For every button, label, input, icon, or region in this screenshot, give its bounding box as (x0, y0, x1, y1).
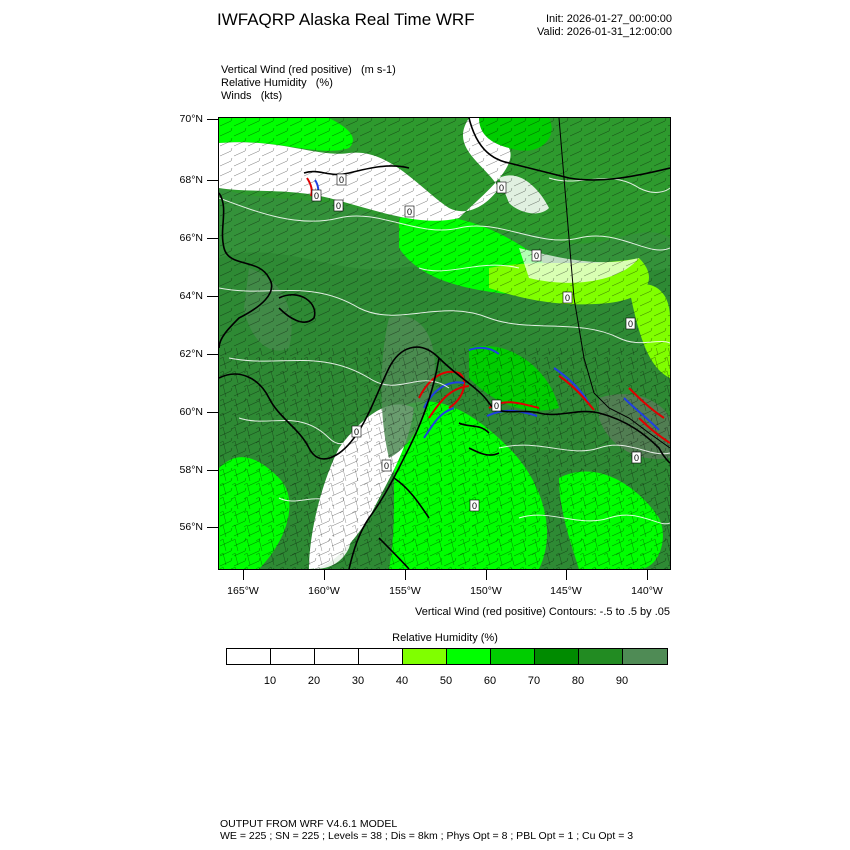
lat-label-56: 56°N (179, 521, 203, 533)
colorbar-swatch (403, 649, 447, 664)
colorbar-title: Relative Humidity (%) (392, 632, 498, 644)
lat-label-68: 68°N (179, 174, 203, 186)
lat-label-70: 70°N (179, 113, 203, 125)
contour-label: 0 (354, 427, 360, 437)
contour-label: 0 (499, 183, 505, 193)
lon-label-140: 140°W (631, 585, 663, 597)
lat-tick (207, 470, 218, 471)
colorbar-tick-label: 80 (571, 675, 585, 687)
field-vertical-wind: Vertical Wind (red positive) (m s-1) (221, 64, 396, 76)
lat-tick (207, 527, 218, 528)
lon-tick (243, 570, 244, 580)
colorbar-tick-label: 70 (527, 675, 541, 687)
colorbar-tick-label: 20 (307, 675, 321, 687)
lon-label-145: 145°W (550, 585, 582, 597)
contour-label: 0 (339, 175, 345, 185)
lat-tick (207, 296, 218, 297)
colorbar-tick-label: 40 (395, 675, 409, 687)
colorbar-tick-label: 90 (615, 675, 629, 687)
lon-tick (324, 570, 325, 580)
contour-label: 0 (628, 319, 634, 329)
contour-label: 0 (407, 207, 413, 217)
contour-note: Vertical Wind (red positive) Contours: -.5 to .5 by .05 (415, 606, 670, 618)
lon-tick (647, 570, 648, 580)
lat-label-62: 62°N (179, 348, 203, 360)
map-panel (218, 117, 671, 570)
valid-time: Valid: 2026-01-31_12:00:00 (537, 26, 672, 38)
colorbar-swatch (359, 649, 403, 664)
lat-tick (207, 238, 218, 239)
colorbar-swatch (491, 649, 535, 664)
colorbar-swatch (447, 649, 491, 664)
contour-label: 0 (336, 201, 342, 211)
lat-label-60: 60°N (179, 406, 203, 418)
colorbar-swatch (227, 649, 271, 664)
contour-label: 0 (634, 453, 640, 463)
plot-title: IWFAQRP Alaska Real Time WRF (217, 10, 475, 29)
field-list (221, 64, 396, 103)
rh-colorbar (226, 648, 668, 665)
lat-label-64: 64°N (179, 290, 203, 302)
time-info (537, 13, 672, 39)
model-config: WE = 225 ; SN = 225 ; Levels = 38 ; Dis = 8km ; Phys Opt = 8 ; PBL Opt = 1 ; Cu Opt = 3 (220, 830, 634, 842)
field-winds: Winds (kts) (221, 90, 283, 102)
lon-tick (566, 570, 567, 580)
colorbar-swatch (535, 649, 579, 664)
colorbar-swatch (315, 649, 359, 664)
colorbar-swatch (623, 649, 667, 664)
contour-label: 0 (565, 293, 571, 303)
field-relative-humidity: Relative Humidity (%) (221, 77, 333, 89)
colorbar-tick-label: 60 (483, 675, 497, 687)
contour-label: 0 (472, 501, 478, 511)
init-time: Init: 2026-01-27_00:00:00 (546, 13, 672, 25)
lon-tick (486, 570, 487, 580)
colorbar-swatch (271, 649, 315, 664)
colorbar-swatch (579, 649, 623, 664)
lat-tick (207, 119, 218, 120)
wind-barbs-south (219, 348, 670, 569)
colorbar-tick-label: 10 (263, 675, 277, 687)
lat-tick (207, 180, 218, 181)
colorbar-tick-label: 30 (351, 675, 365, 687)
contour-label: 0 (314, 191, 320, 201)
lon-label-165: 165°W (227, 585, 259, 597)
lat-label-66: 66°N (179, 232, 203, 244)
contour-label: 0 (384, 461, 390, 471)
lat-tick (207, 354, 218, 355)
lon-label-155: 155°W (389, 585, 421, 597)
lon-tick (405, 570, 406, 580)
contour-label: 0 (494, 401, 500, 411)
lon-label-160: 160°W (308, 585, 340, 597)
model-version: OUTPUT FROM WRF V4.6.1 MODEL (220, 818, 398, 830)
map-canvas (219, 118, 670, 569)
lat-label-58: 58°N (179, 464, 203, 476)
lon-label-150: 150°W (470, 585, 502, 597)
model-info (220, 818, 633, 842)
lat-tick (207, 412, 218, 413)
contour-label: 0 (534, 251, 540, 261)
colorbar-tick-label: 50 (439, 675, 453, 687)
